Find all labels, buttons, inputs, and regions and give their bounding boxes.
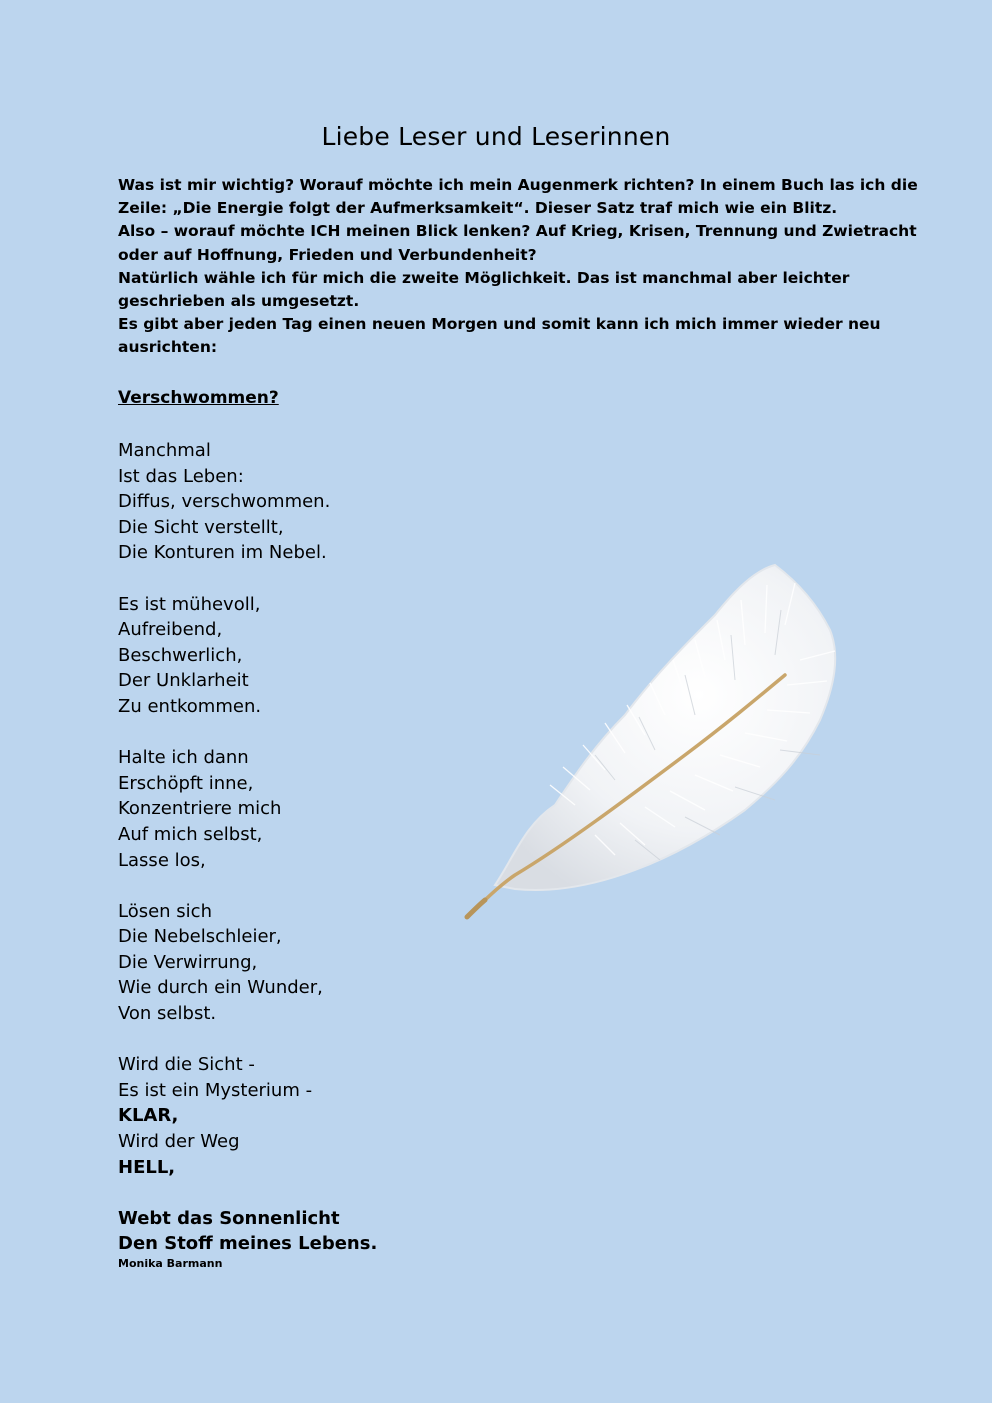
poem-verse: Die Verwirrung, [118,951,258,973]
poem-verse: Wie durch ein Wunder, [118,977,323,999]
intro-line: Also – worauf möchte ICH meinen Blick lenken? Auf Krieg, Krisen, Trennung und Zwietracht [118,222,917,241]
intro-line: ausrichten: [118,338,218,357]
feather-vane [495,565,835,890]
poem-verse: Beschwerlich, [118,644,243,666]
intro-line: Natürlich wähle ich für mich die zweite Möglichkeit. Das ist manchmal aber leichter [118,268,850,287]
poem-verse: Ist das Leben: [118,465,244,487]
page-title: Liebe Leser und Leserinnen [321,122,671,151]
poem-verse: Die Sicht verstellt, [118,516,284,538]
poem-verse: Lösen sich [118,900,212,922]
poem-verse: Die Konturen im Nebel. [118,542,327,564]
poem-verse: Wird die Sicht - [118,1054,255,1076]
intro-line: geschrieben als umgesetzt. [118,292,360,311]
poem-verse: Halte ich dann [118,747,249,769]
poem-stanza [118,438,518,566]
poem-verse: Es ist mühevoll, [118,593,261,615]
intro-line: oder auf Hoffnung, Frieden und Verbundenheit? [118,245,537,264]
feather-icon [455,555,850,930]
intro-paragraph [118,174,918,360]
poem-stanza [118,1206,518,1257]
poem-verse-emphasis: Den Stoff meines Lebens. [118,1233,378,1255]
poem-verse: Erschöpft inne, [118,772,254,794]
intro-line: Zeile: „Die Energie folgt der Aufmerksamkeit“. Dieser Satz traf mich wie ein Blitz. [118,199,838,218]
poem-verse: Aufreibend, [118,619,223,641]
poem-verse: Lasse los, [118,849,206,871]
intro-line: Es gibt aber jeden Tag einen neuen Morgen und somit kann ich mich immer wieder neu [118,315,881,334]
poem-verse: Auf mich selbst, [118,823,263,845]
poem-verse: Die Nebelschleier, [118,926,282,948]
poem-verse-emphasis: Webt das Sonnenlicht [118,1207,340,1229]
poem-verse: Es ist ein Mysterium - [118,1079,313,1101]
poem-verse: Wird der Weg [118,1131,240,1153]
poem-stanza [118,1052,518,1180]
poem-verse-emphasis: KLAR, [118,1105,179,1127]
poem-verse-emphasis: HELL, [118,1156,176,1178]
poem-verse: Manchmal [118,440,211,461]
poem-verse: Diffus, verschwommen. [118,491,331,513]
poem-verse: Konzentriere mich [118,798,282,820]
poem-verse: Von selbst. [118,1003,217,1025]
poem-title: Verschwommen? [118,388,279,408]
author-name: Monika Barmann [118,1257,223,1270]
poem-verse: Der Unklarheit [118,670,249,692]
poem-verse: Zu entkommen. [118,695,262,717]
intro-line: Was ist mir wichtig? Worauf möchte ich mein Augenmerk richten? In einem Buch las ich die [118,176,918,194]
